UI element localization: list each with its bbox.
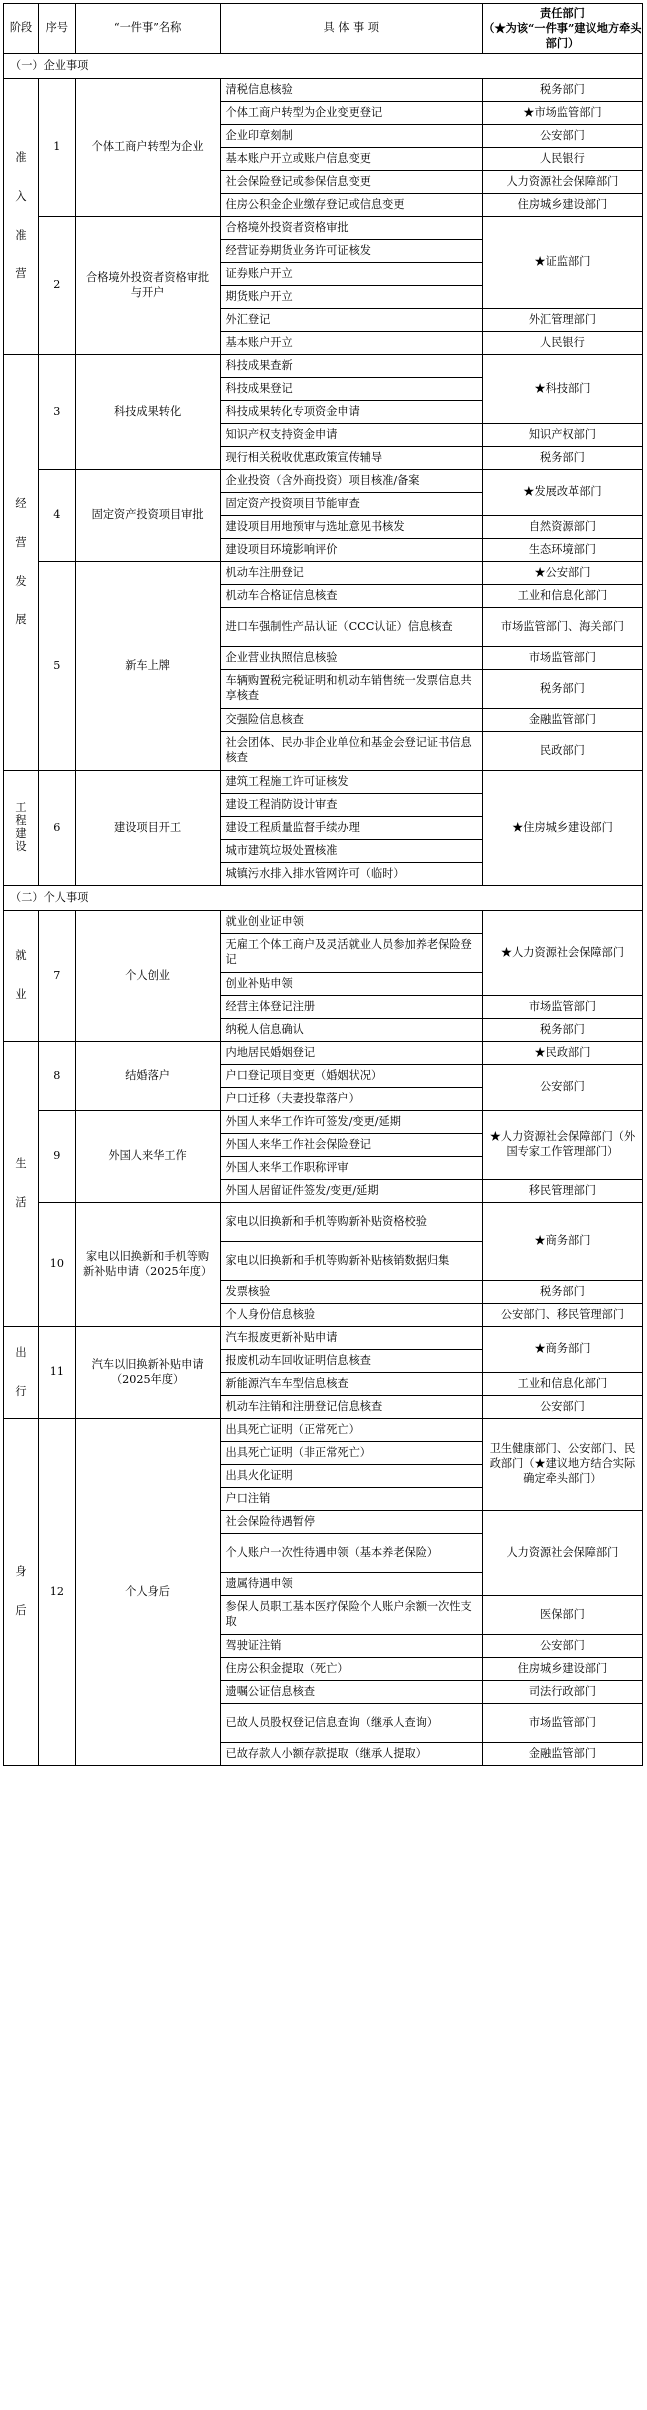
item: 外汇登记: [220, 309, 482, 332]
item: 建设工程质量监督手续办理: [220, 817, 482, 840]
one-thing-table: [3, 3, 643, 1766]
table-row: [4, 217, 643, 240]
dept: 司法行政部门: [482, 1681, 642, 1704]
dept: ★市场监管部门: [482, 102, 642, 125]
table-row: [4, 1111, 643, 1134]
dept: 人力资源社会保障部门: [482, 1511, 642, 1596]
table-row: [4, 470, 643, 493]
item: 遗嘱公证信息核查: [220, 1681, 482, 1704]
dept: 人民银行: [482, 332, 642, 355]
dept: 卫生健康部门、公安部门、民政部门（★建议地方结合实际确定牵头部门）: [482, 1419, 642, 1511]
item: 合格境外投资者资格审批: [220, 217, 482, 240]
number-header: 序号: [39, 4, 76, 54]
item: 家电以旧换新和手机等购新补贴资格校验: [220, 1203, 482, 1242]
group-7-number: 7: [39, 911, 76, 1042]
item: 住房公积金提取（死亡）: [220, 1658, 482, 1681]
item: 基本账户开立: [220, 332, 482, 355]
item: 个体工商户转型为企业变更登记: [220, 102, 482, 125]
item: 户口注销: [220, 1488, 482, 1511]
item: 家电以旧换新和手机等购新补贴核销数据归集: [220, 1242, 482, 1281]
dept: ★商务部门: [482, 1327, 642, 1373]
department-header: [482, 4, 642, 54]
table-row: [4, 355, 643, 378]
item: 住房公积金企业缴存登记或信息变更: [220, 194, 482, 217]
dept: 医保部门: [482, 1596, 642, 1635]
dept: 市场监管部门、海关部门: [482, 608, 642, 647]
item: 汽车报废更新补贴申请: [220, 1327, 482, 1350]
group-8-name: 结婚落户: [75, 1042, 220, 1111]
dept: ★发展改革部门: [482, 470, 642, 516]
item: 知识产权支持资金申请: [220, 424, 482, 447]
dept: 税务部门: [482, 447, 642, 470]
table-row: [4, 1203, 643, 1242]
item: 出具火化证明: [220, 1465, 482, 1488]
stage-travel: 出 行: [4, 1327, 39, 1419]
item: 建设工程消防设计审查: [220, 794, 482, 817]
dept: 住房城乡建设部门: [482, 1658, 642, 1681]
item: 遗属待遇申领: [220, 1573, 482, 1596]
group-10-number: 10: [39, 1203, 76, 1327]
dept: ★人力资源社会保障部门: [482, 911, 642, 996]
item: 外国人来华工作许可签发/变更/延期: [220, 1111, 482, 1134]
group-5-number: 5: [39, 562, 76, 771]
dept: 公安部门: [482, 1065, 642, 1111]
item: 个人账户一次性待遇申领（基本养老保险）: [220, 1534, 482, 1573]
dept: ★民政部门: [482, 1042, 642, 1065]
item: 建筑工程施工许可证核发: [220, 771, 482, 794]
group-12-number: 12: [39, 1419, 76, 1766]
item: 出具死亡证明（正常死亡）: [220, 1419, 482, 1442]
group-12-name: 个人身后: [75, 1419, 220, 1766]
item: 机动车合格证信息核查: [220, 585, 482, 608]
stage-employment: 就 业: [4, 911, 39, 1042]
dept: 公安部门: [482, 125, 642, 148]
item: 固定资产投资项目节能审查: [220, 493, 482, 516]
section-enterprise: （一）企业事项: [4, 54, 643, 79]
stage-access: 准 入 准 营: [4, 79, 39, 355]
stage-operation: 经 营 发 展: [4, 355, 39, 771]
item: 建设项目用地预审与选址意见书核发: [220, 516, 482, 539]
item: 就业创业证申领: [220, 911, 482, 934]
group-1-name: 个体工商户转型为企业: [75, 79, 220, 217]
items-header: 具 体 事 项: [220, 4, 482, 54]
dept: 税务部门: [482, 1019, 642, 1042]
item: 机动车注册登记: [220, 562, 482, 585]
item: 企业印章刻制: [220, 125, 482, 148]
group-5-name: 新车上牌: [75, 562, 220, 771]
dept: 外汇管理部门: [482, 309, 642, 332]
group-7-name: 个人创业: [75, 911, 220, 1042]
table-row: [4, 1419, 643, 1442]
item: 外国人来华工作社会保险登记: [220, 1134, 482, 1157]
table-row: [4, 911, 643, 934]
dept: 税务部门: [482, 1281, 642, 1304]
group-10-name: 家电以旧换新和手机等购新补贴申请（2025年度）: [75, 1203, 220, 1327]
item: 科技成果查新: [220, 355, 482, 378]
dept: 公安部门: [482, 1396, 642, 1419]
item: 已故存款人小额存款提取（继承人提取）: [220, 1743, 482, 1766]
dept: 人力资源社会保障部门: [482, 171, 642, 194]
group-2-name: 合格境外投资者资格审批与开户: [75, 217, 220, 355]
item: 城市建筑垃圾处置核准: [220, 840, 482, 863]
group-1-number: 1: [39, 79, 76, 217]
department-header-note: （★为该“一件事”建议地方牵头部门）: [483, 21, 642, 50]
item: 建设项目环境影响评价: [220, 539, 482, 562]
group-3-number: 3: [39, 355, 76, 470]
group-9-number: 9: [39, 1111, 76, 1203]
group-4-name: 固定资产投资项目审批: [75, 470, 220, 562]
dept: 金融监管部门: [482, 1743, 642, 1766]
item: 户口登记项目变更（婚姻状况）: [220, 1065, 482, 1088]
item: 社会保险登记或参保信息变更: [220, 171, 482, 194]
dept: 工业和信息化部门: [482, 585, 642, 608]
dept: 住房城乡建设部门: [482, 194, 642, 217]
item: 车辆购置税完税证明和机动车销售统一发票信息共享核查: [220, 670, 482, 709]
item: 交强险信息核查: [220, 709, 482, 732]
table-row: [4, 79, 643, 102]
table-row: [4, 562, 643, 585]
item: 经营证券期货业务许可证核发: [220, 240, 482, 263]
item: 无雇工个体工商户及灵活就业人员参加养老保险登记: [220, 934, 482, 973]
table-row: [4, 771, 643, 794]
group-2-number: 2: [39, 217, 76, 355]
item: 个人身份信息核验: [220, 1304, 482, 1327]
table-row: [4, 1042, 643, 1065]
item: 社会团体、民办非企业单位和基金会登记证书信息核查: [220, 732, 482, 771]
dept: 工业和信息化部门: [482, 1373, 642, 1396]
dept: 知识产权部门: [482, 424, 642, 447]
dept: 人民银行: [482, 148, 642, 171]
item: 科技成果登记: [220, 378, 482, 401]
item: 证券账户开立: [220, 263, 482, 286]
item: 社会保险待遇暂停: [220, 1511, 482, 1534]
group-6-number: 6: [39, 771, 76, 886]
group-4-number: 4: [39, 470, 76, 562]
group-11-number: 11: [39, 1327, 76, 1419]
item: 户口迁移（夫妻投靠落户）: [220, 1088, 482, 1111]
item: 驾驶证注销: [220, 1635, 482, 1658]
dept: ★住房城乡建设部门: [482, 771, 642, 886]
dept: 公安部门、移民管理部门: [482, 1304, 642, 1327]
item: 清税信息核验: [220, 79, 482, 102]
item: 创业补贴申领: [220, 973, 482, 996]
group-6-name: 建设项目开工: [75, 771, 220, 886]
dept: ★人力资源社会保障部门（外国专家工作管理部门）: [482, 1111, 642, 1180]
dept: 自然资源部门: [482, 516, 642, 539]
stage-header: 阶段: [4, 4, 39, 54]
item: 新能源汽车车型信息核查: [220, 1373, 482, 1396]
dept: ★科技部门: [482, 355, 642, 424]
group-3-name: 科技成果转化: [75, 355, 220, 470]
item: 企业营业执照信息核验: [220, 647, 482, 670]
item: 科技成果转化专项资金申请: [220, 401, 482, 424]
item: 报废机动车回收证明信息核查: [220, 1350, 482, 1373]
header-row: [4, 4, 643, 54]
dept: 移民管理部门: [482, 1180, 642, 1203]
dept: 税务部门: [482, 79, 642, 102]
item: 纳税人信息确认: [220, 1019, 482, 1042]
dept: 税务部门: [482, 670, 642, 709]
dept: 民政部门: [482, 732, 642, 771]
dept: 生态环境部门: [482, 539, 642, 562]
dept: 市场监管部门: [482, 647, 642, 670]
item: 期货账户开立: [220, 286, 482, 309]
item: 已故人员股权登记信息查询（继承人查询）: [220, 1704, 482, 1743]
item: 发票核验: [220, 1281, 482, 1304]
item: 出具死亡证明（非正常死亡）: [220, 1442, 482, 1465]
item: 现行相关税收优惠政策宣传辅导: [220, 447, 482, 470]
table-row: [4, 1327, 643, 1350]
stage-after: 身 后: [4, 1419, 39, 1766]
item: 基本账户开立或账户信息变更: [220, 148, 482, 171]
stage-construction: 工 程 建 设: [4, 771, 39, 886]
dept: 市场监管部门: [482, 996, 642, 1019]
group-11-name: 汽车以旧换新补贴申请（2025年度）: [75, 1327, 220, 1419]
item: 机动车注销和注册登记信息核查: [220, 1396, 482, 1419]
item: 进口车强制性产品认证（CCC认证）信息核查: [220, 608, 482, 647]
item: 内地居民婚姻登记: [220, 1042, 482, 1065]
item: 城镇污水排入排水管网许可（临时）: [220, 863, 482, 886]
name-header: “一件事”名称: [75, 4, 220, 54]
dept: ★商务部门: [482, 1203, 642, 1281]
dept: ★公安部门: [482, 562, 642, 585]
section-personal: （二）个人事项: [4, 886, 643, 911]
dept: 公安部门: [482, 1635, 642, 1658]
dept: 金融监管部门: [482, 709, 642, 732]
item: 经营主体登记注册: [220, 996, 482, 1019]
item: 企业投资（含外商投资）项目核准/备案: [220, 470, 482, 493]
item: 参保人员职工基本医疗保险个人账户余额一次性支取: [220, 1596, 482, 1635]
item: 外国人来华工作职称评审: [220, 1157, 482, 1180]
dept: 市场监管部门: [482, 1704, 642, 1743]
group-9-name: 外国人来华工作: [75, 1111, 220, 1203]
group-8-number: 8: [39, 1042, 76, 1111]
dept: ★证监部门: [482, 217, 642, 309]
stage-life: 生 活: [4, 1042, 39, 1327]
department-header-title: 责任部门: [540, 6, 585, 21]
item: 外国人居留证件签发/变更/延期: [220, 1180, 482, 1203]
